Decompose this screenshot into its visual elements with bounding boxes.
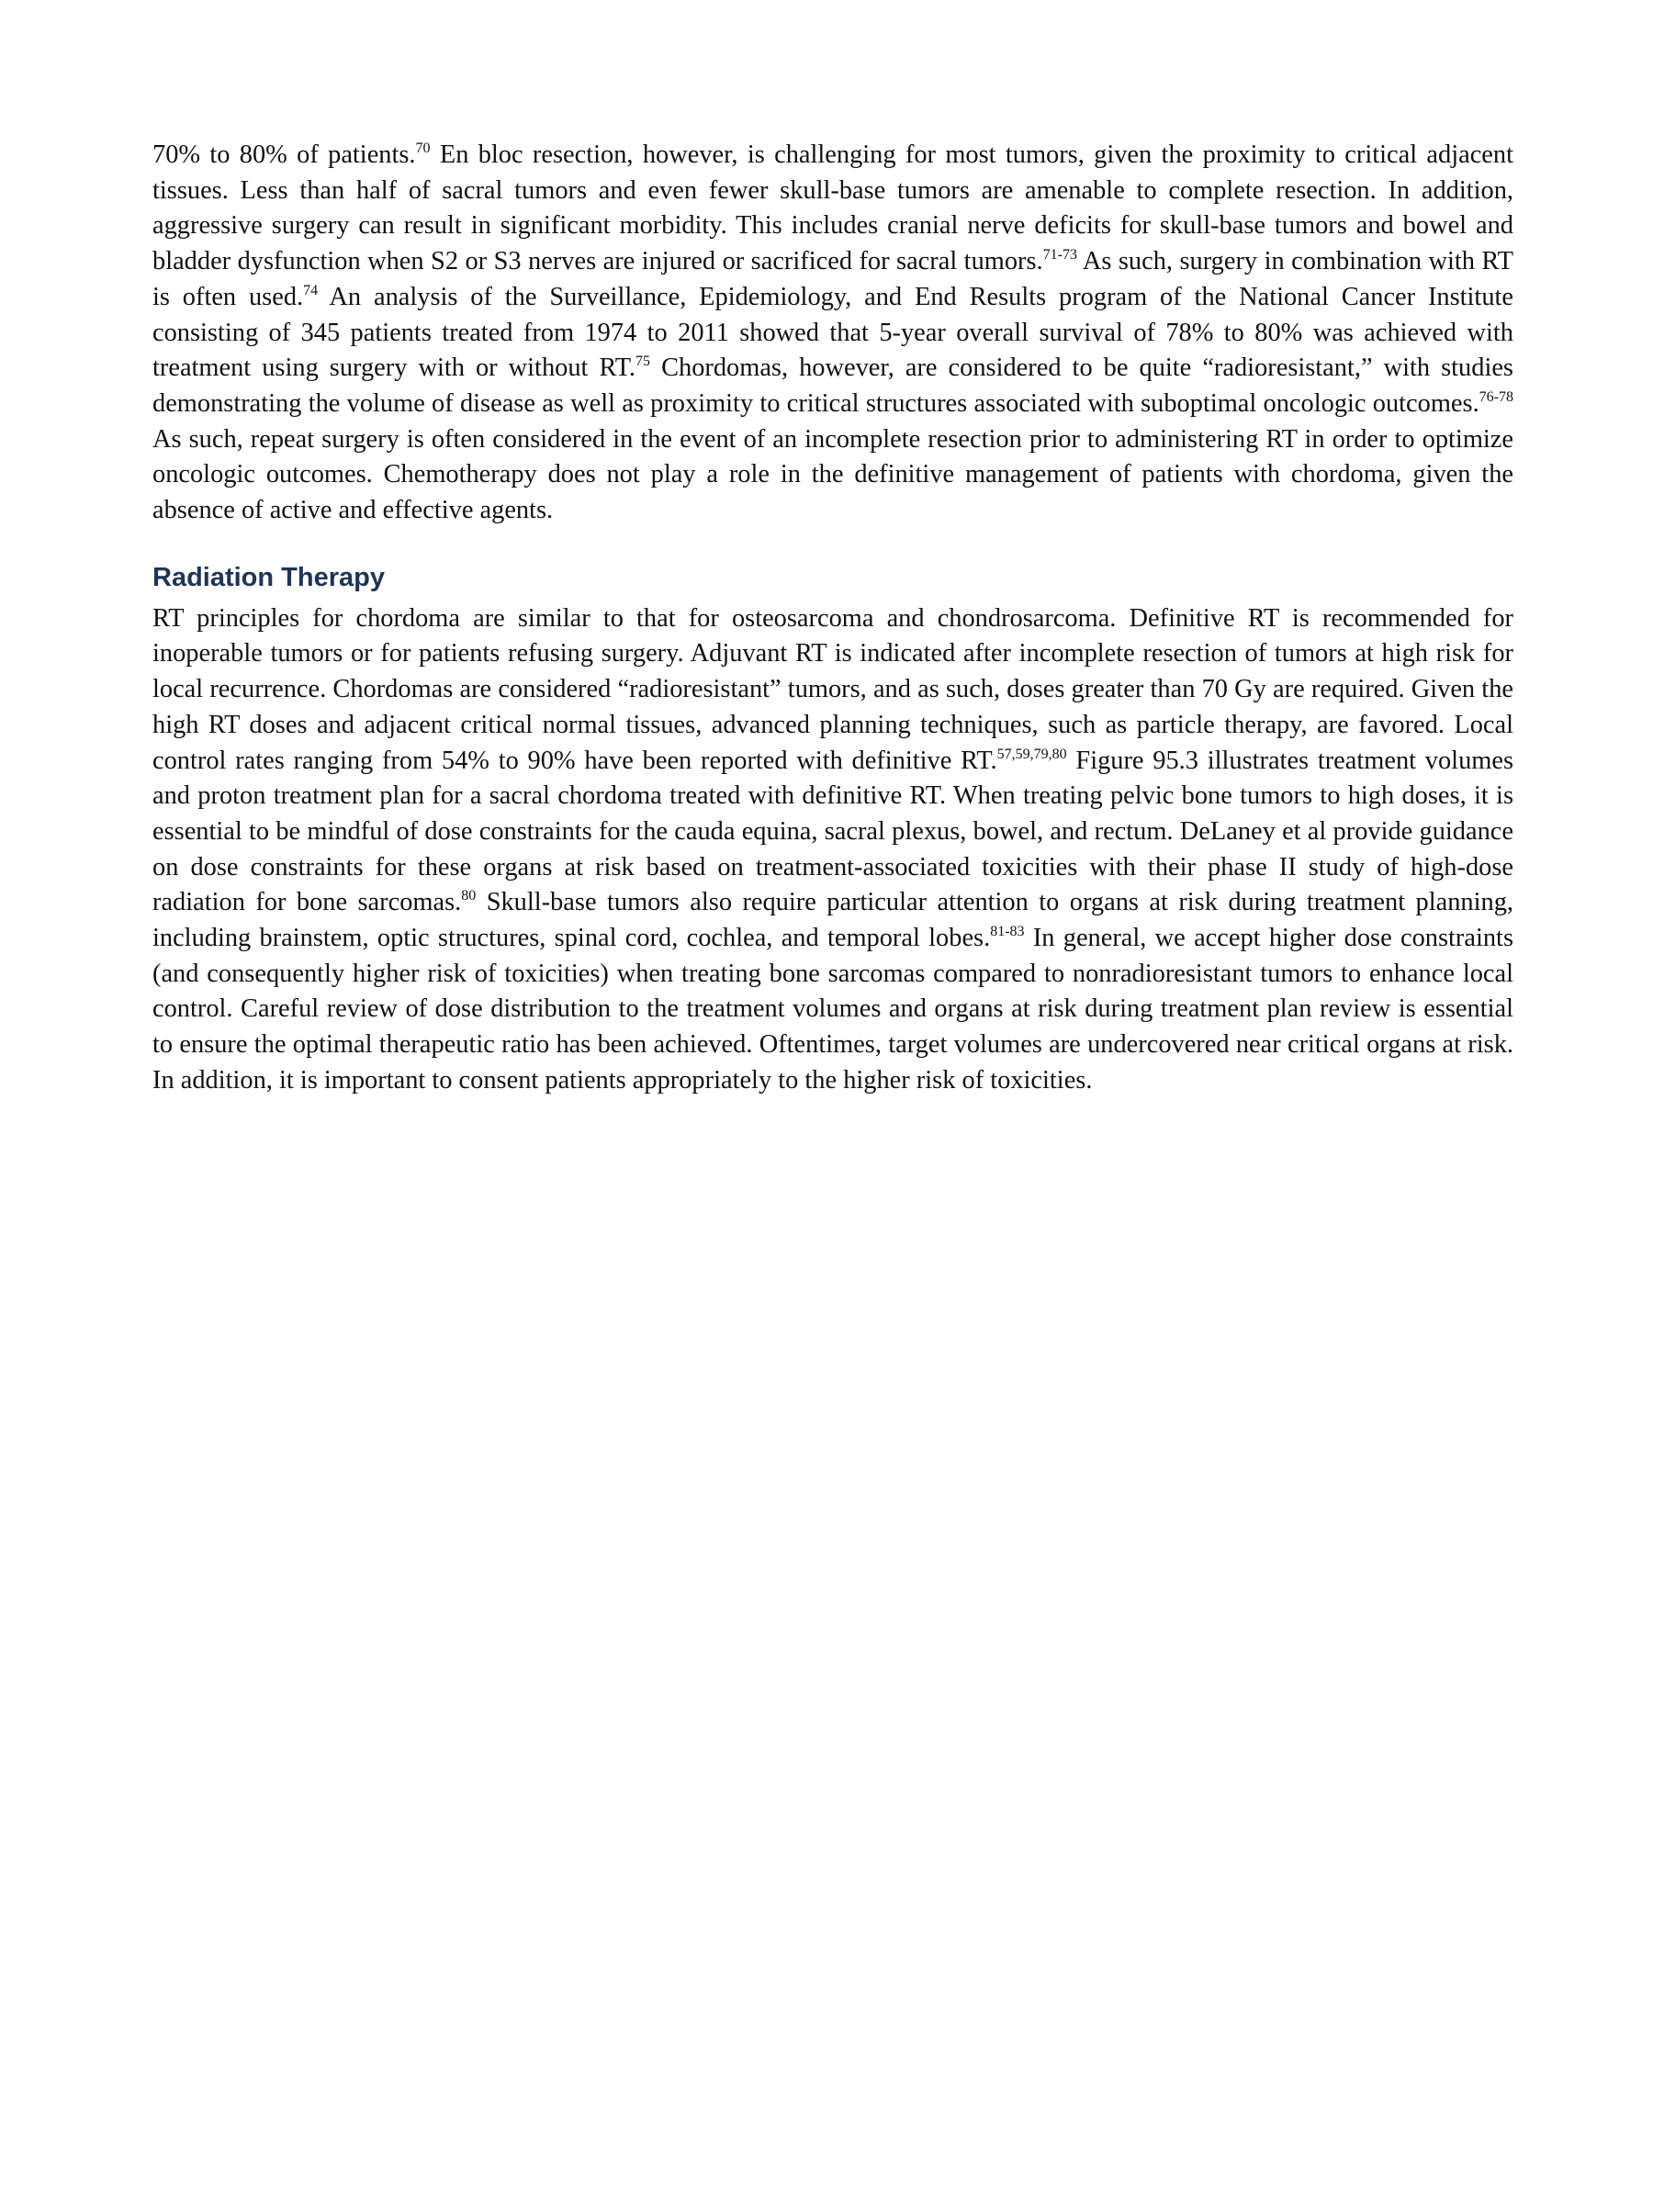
section-heading-radiation-therapy: Radiation Therapy	[152, 562, 385, 592]
reference-superscript: 75	[635, 354, 651, 370]
body-paragraph-radiation-therapy	[152, 601, 1513, 1099]
text-run: Figure 95.3 illustrates treatment volumes and proton treatment plan for a sacral chordoma treated with definitive RT. When treating pelvic bone tumors to high doses, it is essential to be mindful of dose constraints for the cauda equina, sacral plexus, bowel, and rectum. DeLaney et al provide guidance on dose constraints for these organs at risk based on treatment-associated toxicities with their phase II study of high-dose radiation for bone sarcomas.	[152, 746, 1513, 917]
reference-superscript: 70	[415, 140, 431, 156]
reference-superscript: 80	[461, 888, 477, 904]
text-run: En bloc resection, however, is challenging for most tumors, given the proximity to critical adjacent tissues. Less than half of sacral tumors and even fewer skull-base tumors are amenable to complete resection. In addition, aggressive surgery can result in significant morbidity. This includes cranial nerve deficits for skull-base tumors and bowel and bladder dysfunction when S2 or S3 nerves are injured or sacrificed for sacral tumors.	[152, 140, 1513, 276]
document-page	[152, 138, 1513, 1099]
text-run: As such, surgery in combination with RT is often used.	[152, 247, 1513, 311]
reference-superscript: 81-83	[990, 924, 1025, 940]
reference-superscript: 74	[303, 282, 319, 298]
text-run: As such, repeat surgery is often considered in the event of an incomplete resection prior to administering RT in order to optimize oncologic outcomes. Chemotherapy does not play a role in the definitive management of patients with chordoma, given the absence of active and effective agents.	[152, 424, 1513, 525]
text-run: Chordomas, however, are considered to be quite “radioresistant,” with studies demonstrating the volume of disease as well as proximity to critical structures associated with suboptimal oncologic outcomes.	[152, 354, 1513, 418]
text-run: Skull-base tumors also require particular attention to organs at risk during treatment planning, including brainstem, optic structures, spinal cord, cochlea, and temporal lobes.	[152, 888, 1513, 953]
reference-superscript: 57,59,79,80	[996, 746, 1067, 762]
reference-superscript: 71-73	[1042, 247, 1077, 264]
text-run: An analysis of the Surveillance, Epidemiology, and End Results program of the National Cancer Institute consisting of 345 patients treated from 1974 to 2011 showed that 5-year overall survival of 78% to 80% was achieved with treatment using surgery with or without RT.	[152, 282, 1514, 383]
text-run: RT principles for chordoma are similar to that for osteosarcoma and chondrosarcoma. Definitive RT is recommended for inoperable tumors or for patients refusing surgery. Adjuvant RT is indicated after incomplete resection of tumors at high risk for local recurrence. Chordomas are considered “radioresistant” tumors, and as such, doses greater than 70 Gy are required. Given the high RT doses and adjacent critical normal tissues, advanced planning techniques, such as particle therapy, are favored. Local control rates ranging from 54% to 90% have been reported with definitive RT.	[152, 603, 1513, 775]
body-paragraph-surgery	[152, 138, 1513, 529]
text-run: In general, we accept higher dose constraints (and consequently higher risk of toxicities) when treating bone sarcomas compared to nonradioresistant tumors to enhance local control. Careful review of dose distribution to the treatment volumes and organs at risk during treatment plan review is essential to ensure the optimal therapeutic ratio has been achieved. Oftentimes, target volumes are undercovered near critical organs at risk. In addition, it is important to consent patients appropriately to the higher risk of toxicities.	[152, 924, 1513, 1095]
reference-superscript: 76-78	[1479, 388, 1513, 405]
text-run: 70% to 80% of patients.	[152, 140, 416, 169]
